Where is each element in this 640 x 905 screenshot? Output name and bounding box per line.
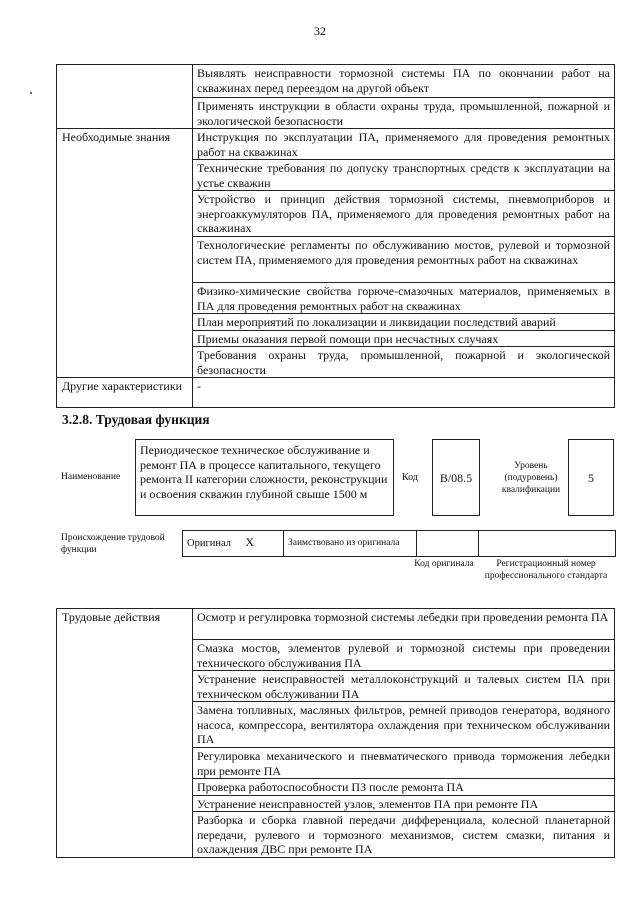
knowledge-item: Приемы оказания первой помощи при несчастных случаях [193,330,615,347]
knowledge-item: Требования охраны труда, промышленной, пожарной и экологической безопасности [193,347,615,378]
action-item: Разборка и сборка главной передачи дифференциала, колесной планетарной передачи, рулевого и тормозного механизмов, систем смазки, питания и охлаждения ДВС при ремонте ПА [193,812,615,858]
reg-number-caption: Регистрационный номер профессионального стандарта [484,559,608,581]
knowledge-item: Физико-химические свойства горюче-смазочных материалов, применяемых в ПА для проведения ремонтных работ на скважинах [193,283,615,314]
knowledge-item: План мероприятий по локализации и ликвидации последствий аварий [193,314,615,331]
row-label-actions: Трудовые действия [57,609,193,858]
original-label: Оригинал [187,538,231,549]
action-item: Регулировка механического и пневматического привода торможения лебедки при ремонте ПА [193,748,615,779]
level-label: Уровень (подуровень) квалификации [501,461,561,495]
action-item: Осмотр и регулировка тормозной системы лебедки при проведении ремонта ПА [193,609,615,640]
origin-code-cell [417,531,479,557]
code-label: Код [402,472,418,483]
code-original-caption: Код оригинала [414,559,474,569]
origin-label: Происхождение трудовой функции [61,533,165,555]
code-value: B/08.5 [432,439,480,516]
skills-knowledge-table [56,64,615,408]
name-value: Периодическое техническое обслуживание и ремонт ПА в процессе капитального, текущего ремонта II категории сложности, реконструкции и освоения скважин глубиной свыше 1500 м [140,443,388,501]
knowledge-item: Инструкция по эксплуатации ПА, применяемого для проведения ремонтных работ на скважинах [193,129,615,160]
action-item: Проверка работоспособности ПЗ после ремонта ПА [193,779,615,796]
knowledge-item: Технические требования по допуску транспортных средств к эксплуатации на устье скважин [193,160,615,191]
row-label-empty [57,65,193,129]
skill-item: Применять инструкции в области охраны труда, промышленной, пожарной и экологической безопасности [193,98,615,129]
skill-item: Выявлять неисправности тормозной системы ПА по окончании работ на скважинах перед переездом на другой объект [193,65,615,98]
knowledge-item: Устройство и принцип действия тормозной системы, пневмоприборов и энергоаккумуляторов ПА, применяемого для проведения ремонтных работ на скважинах [193,191,615,237]
scan-speck [30,92,32,94]
name-value-box [135,439,394,516]
level-value: 5 [568,439,614,516]
action-item: Замена топливных, масляных фильтров, ремней приводов генератора, водяного насоса, компрессора, вентилятора охлаждения при техническом обслуживании ПА [193,702,615,748]
labor-actions-table [56,608,615,858]
borrowed-label: Заимствовано из оригинала [284,531,417,557]
knowledge-item: Технологические регламенты по обслуживанию мостов, рулевой и тормозной систем ПА, применяемого для проведения ремонтных работ на скважинах [193,237,615,283]
row-label-other: Другие характеристики [57,378,193,408]
other-item: - [193,378,615,408]
action-item: Смазка мостов, элементов рулевой и тормозной системы при проведении технического обслуживания ПА [193,640,615,671]
row-label-knowledge: Необходимые знания [57,129,193,378]
original-mark: X [245,535,255,549]
reg-number-cell [479,531,616,557]
action-item: Устранение неисправностей узлов, элементов ПА при ремонте ПА [193,795,615,812]
name-label: Наименование [61,472,121,482]
action-item: Устранение неисправностей металлоконструкций и талевых систем ПА при техническом обслуживании ПА [193,671,615,702]
section-heading: 3.2.8. Трудовая функция [62,412,210,427]
origin-table [182,530,616,557]
page-number: 32 [314,24,326,38]
